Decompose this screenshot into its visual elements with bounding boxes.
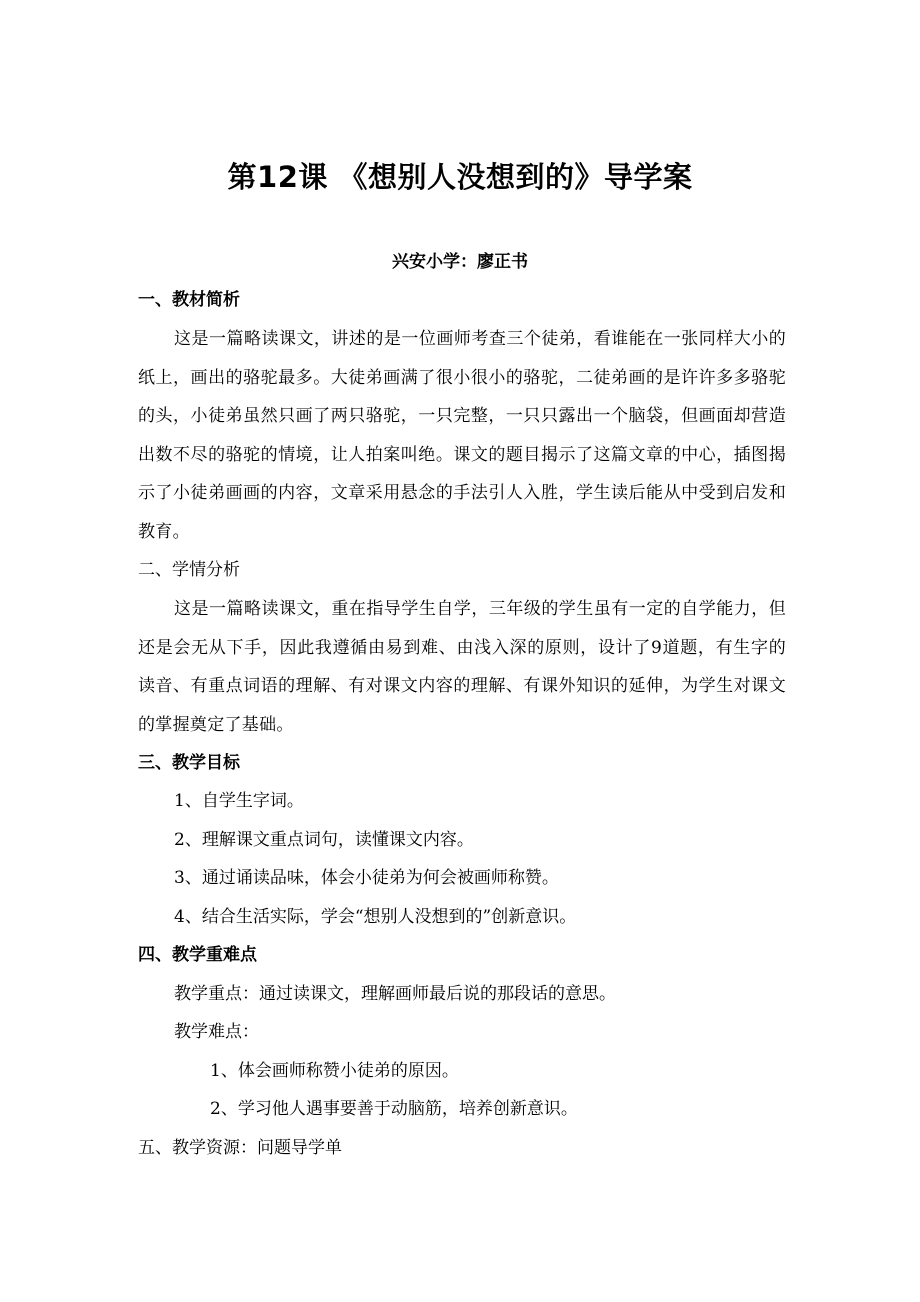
difficulty-item: 2、学习他人遇事要善于动脑筋，培养创新意识。 <box>210 1099 578 1119</box>
paragraph-student-analysis: 这是一篇略读课文，重在指导学生自学，三年级的学生虽有一定的自学能力，但还是会无从下手，因此我遵循由易到难、由浅入深的原则，设计了9道题，有生字的读音、有重点词语的理解、有对课文内容的理解、有课外知识的延伸，为学生对课文的掌握奠定了基础。 <box>138 599 786 735</box>
section-heading-textbook-analysis: 一、教材简析 <box>138 290 240 310</box>
difficulty-item: 1、体会画师称赞小徒弟的原因。 <box>210 1061 459 1081</box>
goal-item: 3、通过诵读品味，体会小徒弟为何会被画师称赞。 <box>174 868 559 888</box>
goal-item: 2、理解课文重点词句，读懂课文内容。 <box>174 830 474 850</box>
document-title: 第12课 《想别人没想到的》导学案 <box>227 160 693 194</box>
goal-item: 1、自学生字词。 <box>174 791 304 811</box>
section-heading-teaching-goals: 三、教学目标 <box>138 753 240 773</box>
key-point-line: 教学重点：通过读课文，理解画师最后说的那段话的意思。 <box>174 984 616 1004</box>
author-line: 兴安小学：廖正书 <box>392 252 528 272</box>
difficulty-label: 教学难点： <box>174 1022 259 1042</box>
section-heading-student-analysis: 二、学情分析 <box>138 560 240 580</box>
goal-item: 4、结合生活实际，学会“想别人没想到的”创新意识。 <box>174 907 577 927</box>
section-heading-teaching-resources: 五、教学资源：问题导学单 <box>138 1138 342 1158</box>
paragraph-textbook-analysis: 这是一篇略读课文，讲述的是一位画师考查三个徒弟，看谁能在一张同样大小的纸上，画出的骆驼最多。大徒弟画满了很小很小的骆驼，二徒弟画的是许许多多骆驼的头，小徒弟虽然只画了两只骆驼，一只完整，一只只露出一个脑袋，但画面却营造出数不尽的骆驼的情境，让人拍案叫绝。课文的题目揭示了这篇文章的中心，插图揭示了小徒弟画画的内容，文章采用悬念的手法引人入胜，学生读后能从中受到启发和教育。 <box>138 329 786 542</box>
section-heading-key-difficult-points: 四、教学重难点 <box>138 945 257 965</box>
